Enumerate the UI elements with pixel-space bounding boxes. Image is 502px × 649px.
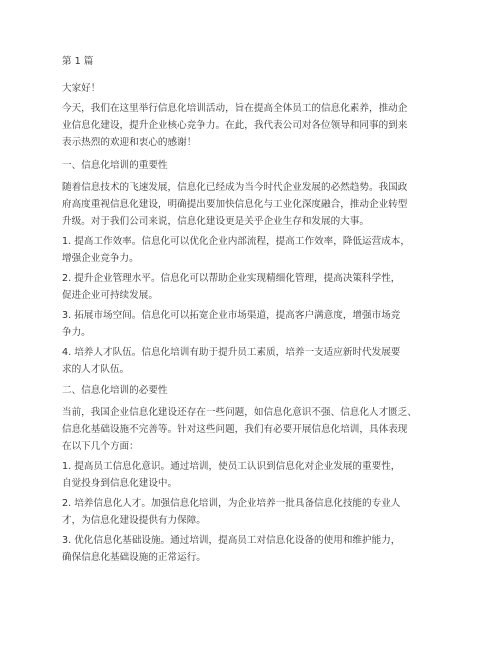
list-item-line: 4. 培养人才队伍。信息化培训有助于提升员工素质，培养一支适应新时代发展要 [62,347,401,358]
intro-line: 今天，我们在这里举行信息化培训活动，旨在提高全体员工的信息化素养，推动企 [62,103,408,114]
list-item-line: 促进企业可持续发展。 [62,290,158,301]
list-item-line: 确保信息化基础设施的正常运行。 [62,552,206,563]
list-item-line: 2. 培养信息化人才。加强信息化培训，为企业培养一批具备信息化技能的专业人 [62,498,401,509]
section-heading: 一、信息化培训的重要性 [62,160,168,171]
section2-paragraph-line: 信息化基础设施不完善等。针对这些问题，我们有必要开展信息化培训，具体表现 [62,424,408,435]
list-item-line: 1. 提高工作效率。信息化可以优化企业内部流程，提高工作效率，降低运营成本， [62,236,410,247]
list-item-line: 2. 提升企业管理水平。信息化可以帮助企业实现精细化管理，提高决策科学性， [62,273,401,284]
list-item-line: 自觉投身到信息化建设中。 [62,478,178,489]
list-item-line: 3. 优化信息化基础设施。通过培训，提高员工对信息化设备的使用和维护能力， [62,535,401,546]
section1-paragraph-line: 升级。对于我们公司来说，信息化建设更是关乎企业生存和发展的大事。 [62,216,369,227]
list-item-line: 争力。 [62,327,91,338]
list-item-line: 3. 拓展市场空间。信息化可以拓宽企业市场渠道，提高客户满意度，增强市场竞 [62,310,401,321]
section2-paragraph-line: 当前，我国企业信息化建设还存在一些问题，如信息化意识不强、信息化人才匮乏、 [62,407,417,418]
section-heading: 二、信息化培训的必要性 [62,385,168,396]
list-item-line: 1. 提高员工信息化意识。通过培训，使员工认识到信息化对企业发展的重要性， [62,461,401,472]
list-item-line: 增强企业竞争力。 [62,253,139,264]
greeting: 大家好！ [62,83,101,94]
intro-line: 表示热烈的欢迎和衷心的感谢！ [62,137,197,148]
part-label: 第 1 篇 [62,56,94,67]
section2-paragraph-line: 在以下几个方面： [62,441,139,452]
list-item-line: 才，为信息化建设提供有力保障。 [62,515,206,526]
section1-paragraph-line: 府高度重视信息化建设，明确提出要加快信息化与工业化深度融合，推动企业转型 [62,199,408,210]
section1-paragraph-line: 随着信息技术的飞速发展，信息化已经成为当今时代企业发展的必然趋势。我国政 [62,182,408,193]
intro-line: 业信息化建设，提升企业核心竞争力。在此，我代表公司对各位领导和同事的到来 [62,120,408,131]
list-item-line: 求的人才队伍。 [62,364,130,375]
